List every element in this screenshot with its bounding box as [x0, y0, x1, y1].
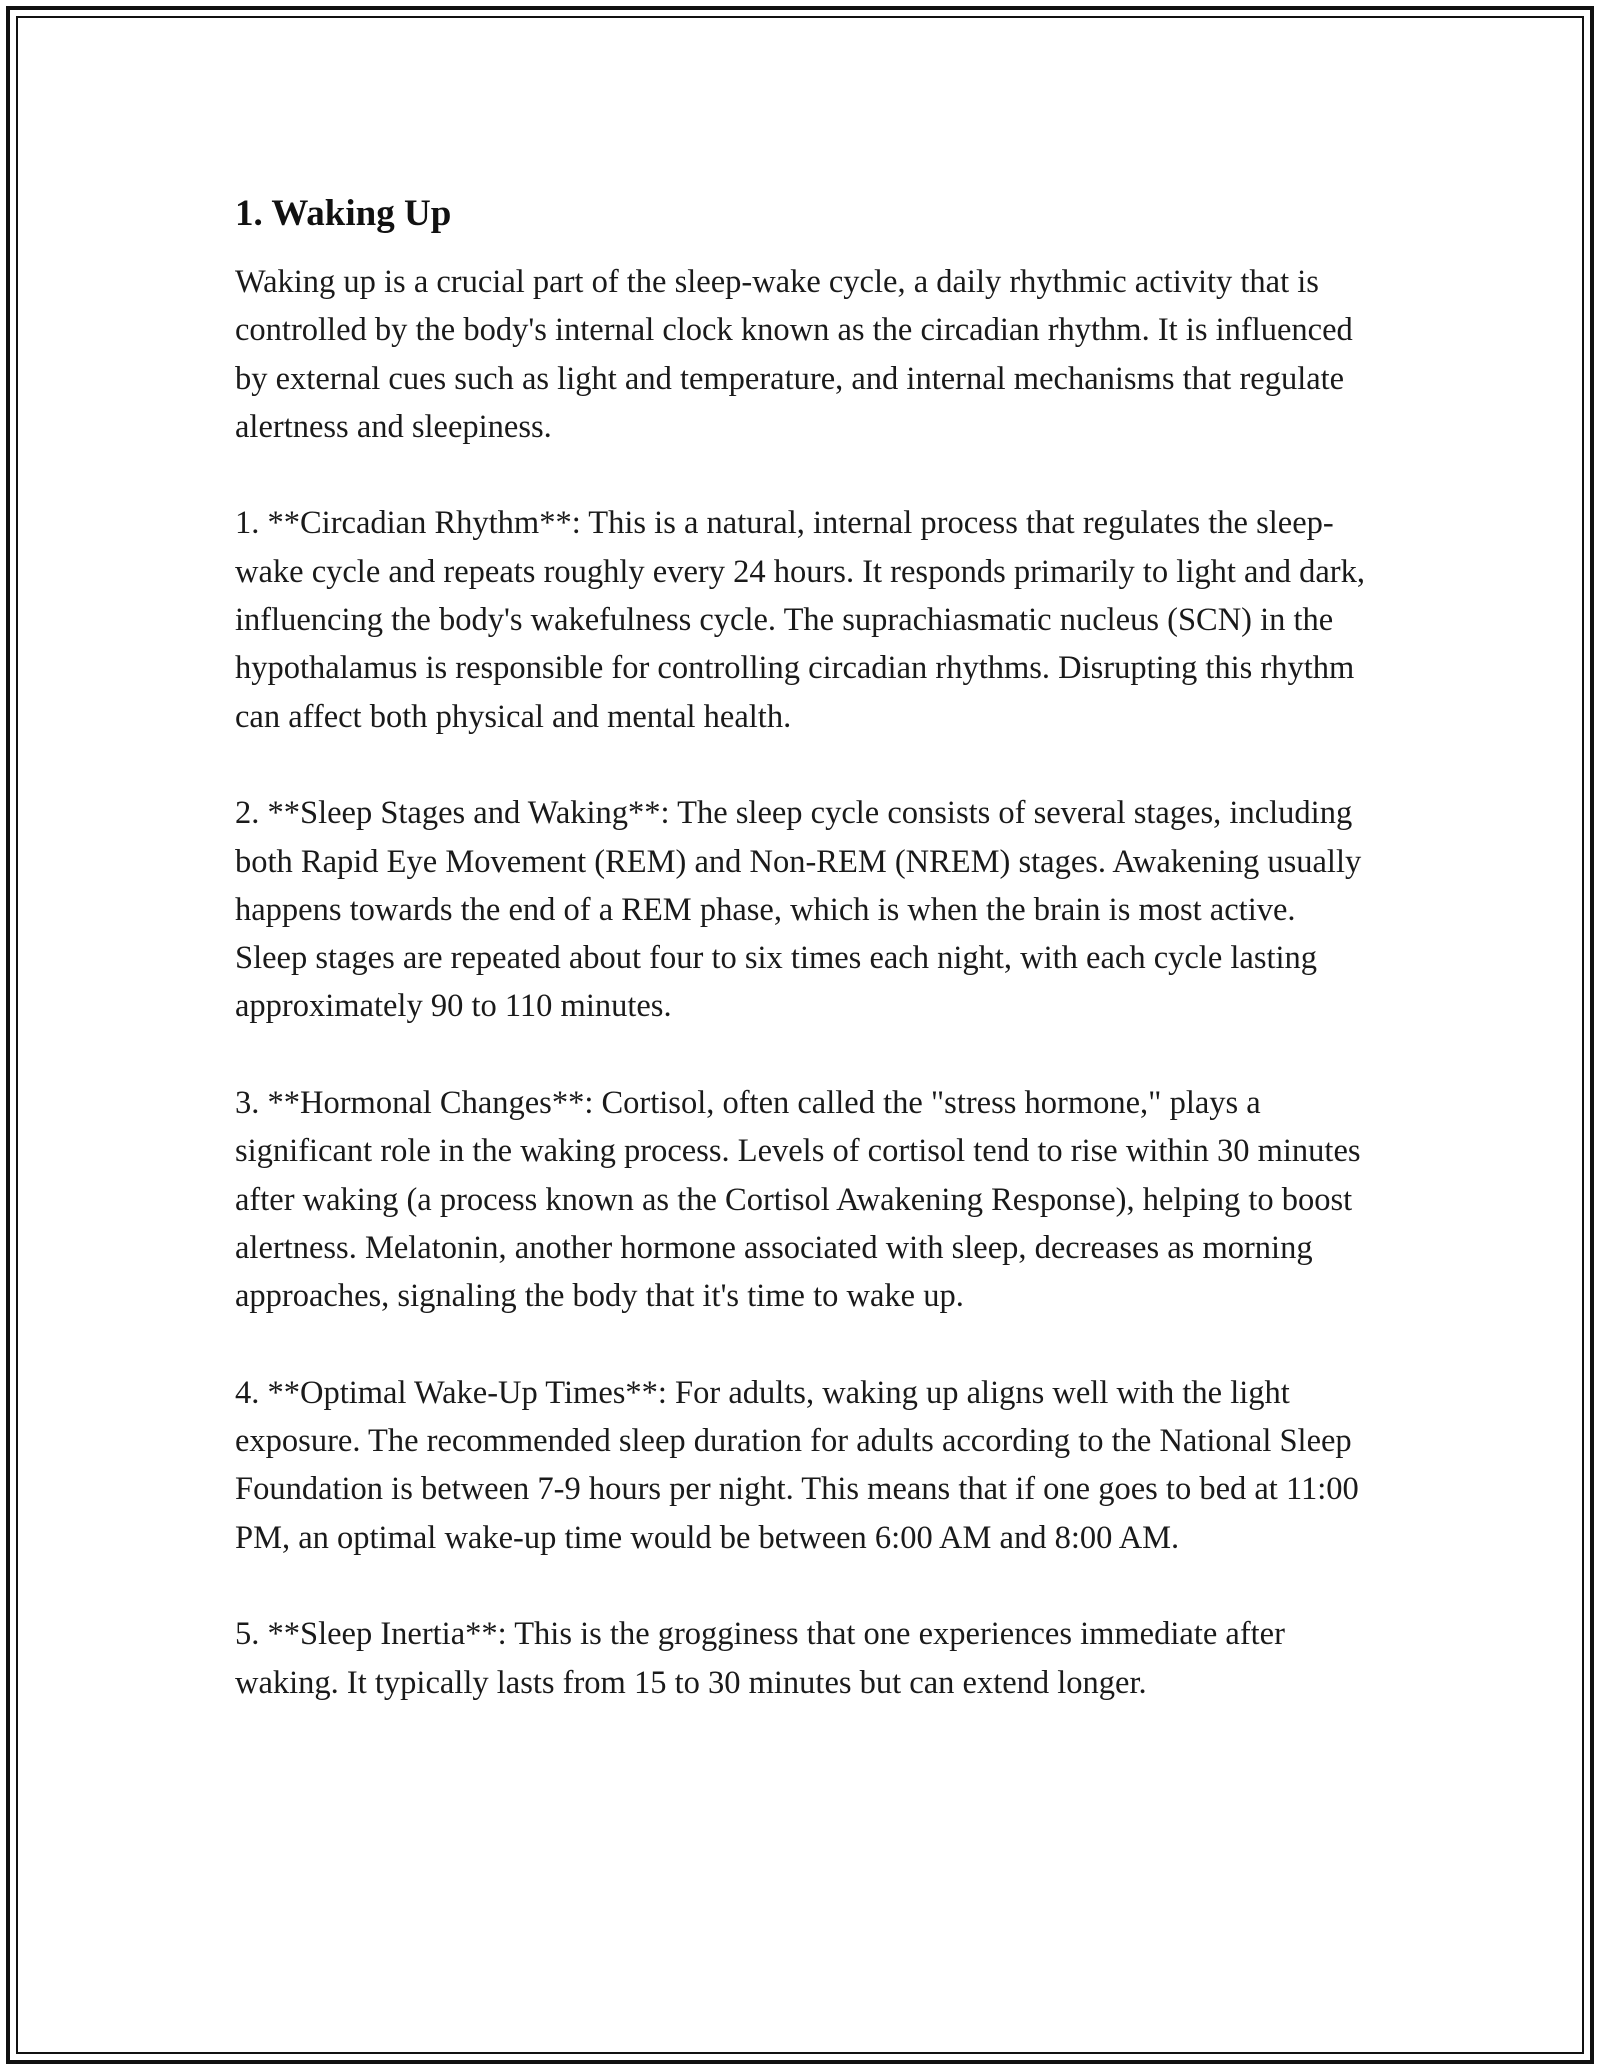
sleep-inertia-paragraph: 5. **Sleep Inertia**: This is the grogginess that one experiences immediate after waking. It typically lasts from 15 to 30 minutes but can extend longer.	[235, 1616, 1285, 1701]
optimal-wake-up-paragraph: 4. **Optimal Wake-Up Times**: For adults, waking up aligns well with the light exposure. The recommended sleep duration for adults according to the National Sleep Foundation is between 7-9 hours per night. This means that if one goes to bed at 11:00 PM, an optimal wake-up time would be between 6:00 AM and 8:00 AM.	[235, 1374, 1359, 1556]
hormonal-changes-paragraph: 3. **Hormonal Changes**: Cortisol, often called the "stress hormone," plays a significant role in the waking process. Levels of cortisol tend to rise within 30 minutes after waking (a process known as the Cortisol Awakening Response), helping to boost alertness. Melatonin, another hormone associated with sleep, decreases as morning approaches, signaling the body that it's time to wake up.	[235, 1085, 1361, 1315]
section-heading: 1. Waking Up	[235, 193, 452, 234]
intro-paragraph: Waking up is a crucial part of the sleep-wake cycle, a daily rhythmic activity that is controlled by the body's internal clock known as the circadian rhythm. It is influenced by external cues such as light and temperature, and internal mechanisms that regulate alertness and sleepiness.	[235, 264, 1353, 445]
document-body	[235, 186, 1375, 1755]
circadian-rhythm-paragraph: 1. **Circadian Rhythm**: This is a natural, internal process that regulates the sleep-wake cycle and repeats roughly every 24 hours. It responds primarily to light and dark, influencing the body's wakefulness cycle. The suprachiasmatic nucleus (SCN) in the hypothalamus is responsible for controlling circadian rhythms. Disrupting this rhythm can affect both physical and mental health.	[235, 505, 1365, 735]
sleep-stages-paragraph: 2. **Sleep Stages and Waking**: The sleep cycle consists of several stages, including both Rapid Eye Movement (REM) and Non-REM (NREM) stages. Awakening usually happens towards the end of a REM phase, which is when the brain is most active. Sleep stages are repeated about four to six times each night, with each cycle lasting approximately 90 to 110 minutes.	[235, 795, 1362, 1025]
